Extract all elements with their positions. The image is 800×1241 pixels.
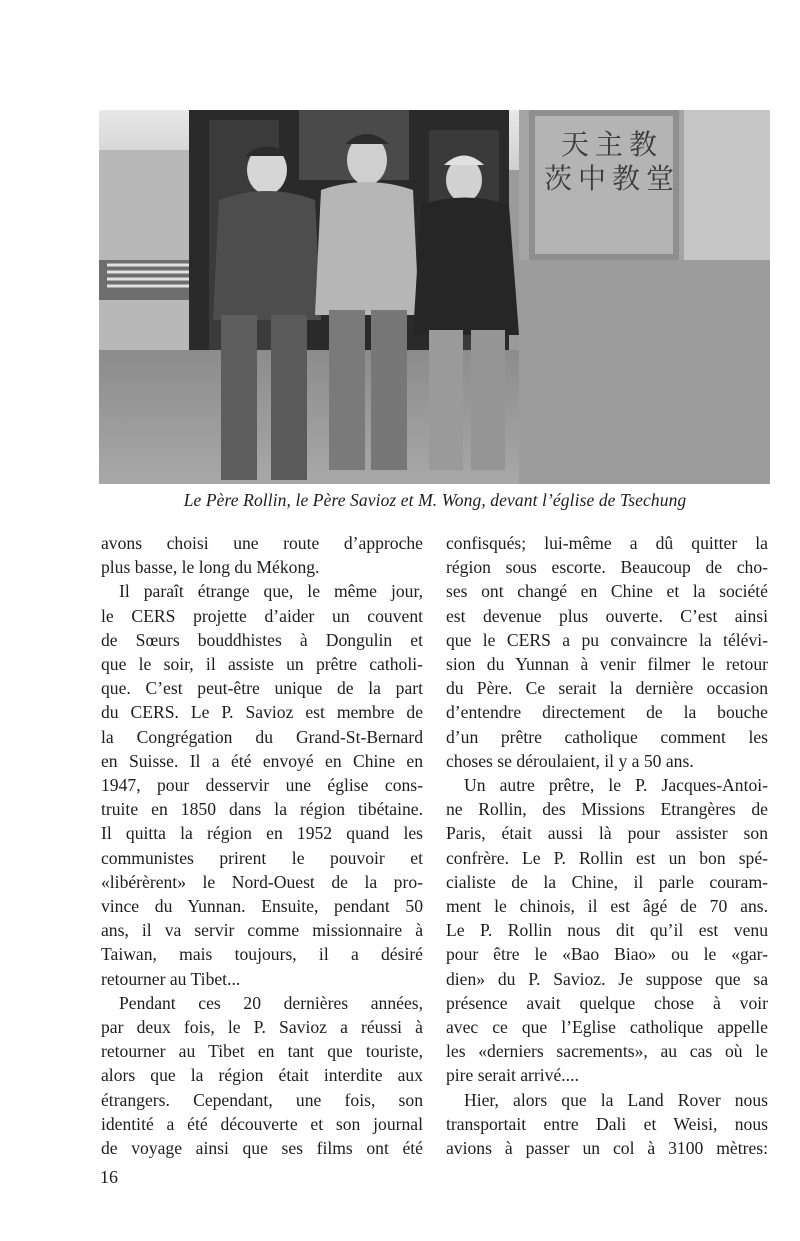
text-line: que. C’est peut-être unique de la part: [101, 678, 423, 699]
stone-inscription-line: 茨中教堂: [543, 162, 680, 195]
text-line: retourner au Tibet...: [101, 968, 241, 989]
paragraph: [101, 991, 423, 1160]
text-line: confisqués; lui-même a dû quitter la: [446, 533, 768, 553]
paragraph: [446, 1088, 768, 1161]
text-line: Pendant ces 20 dernières années,: [119, 992, 423, 1013]
text-line: Un autre prêtre, le P. Jacques-Antoi-: [464, 775, 768, 796]
text-line: confrère. Le P. Rollin est un bon spé-: [446, 847, 768, 868]
text-line: plus basse, le long du Mékong.: [101, 557, 320, 578]
text-line: que le soir, il assiste un prêtre catholi-: [101, 654, 423, 675]
text-line: que le CERS a pu convaincre la télévi-: [446, 629, 768, 650]
text-line: étrangers. Cependant, une fois, son: [101, 1089, 423, 1110]
text-line: Paris, était aussi là pour assister son: [446, 823, 768, 844]
text-line: présence avait quelque chose à voir: [446, 992, 768, 1013]
text-line: par deux fois, le P. Savioz a réussi à: [101, 1017, 423, 1038]
page-number: 16: [100, 1167, 118, 1187]
text-line: les «derniers sacrements», au cas où le: [446, 1041, 768, 1062]
text-line: région sous escorte. Beaucoup de cho-: [446, 557, 768, 578]
text-line: Il quitta la région en 1952 quand les: [101, 823, 423, 844]
text-line: Hier, alors que la Land Rover nous: [464, 1089, 768, 1110]
text-line: d’un prêtre catholique comment les: [446, 726, 768, 747]
text-line: choses se déroulaient, il y a 50 ans.: [446, 750, 694, 771]
text-line: avons choisi une route d’approche: [101, 533, 423, 553]
text-line: du CERS. Le P. Savioz est membre de: [101, 702, 423, 723]
text-line: truite en 1850 dans la région tibétaine.: [101, 799, 423, 820]
text-line: en Suisse. Il a été envoyé en Chine en: [101, 750, 423, 771]
stone-inscription: [537, 128, 687, 196]
text-line: pour être le «Bao Biao» ou le «gar-: [446, 944, 768, 965]
text-line: la Congrégation du Grand-St-Bernard: [101, 726, 423, 747]
text-line: de Sœurs bouddhistes à Dongulin et: [101, 629, 423, 650]
text-line: vince du Yunnan. Ensuite, pendant 50: [101, 896, 423, 917]
left-column: [101, 531, 423, 1160]
text-line: ans, il va servir comme missionnaire à: [101, 920, 423, 941]
text-line: identité a été découverte et son journal: [101, 1113, 423, 1134]
right-column: [446, 531, 768, 1160]
text-line: alors que la région était interdite aux: [101, 1065, 423, 1086]
text-line: transportait entre Dali et Weisi, nous: [446, 1113, 768, 1134]
text-line: ne Rollin, des Missions Etrangères de: [446, 799, 768, 820]
text-line: avions à passer un col à 3100 mètres:: [446, 1138, 768, 1159]
text-line: du Père. Ce serait la dernière occasion: [446, 678, 768, 699]
text-line: est devenue plus ouverte. C’est ainsi: [446, 605, 768, 626]
text-line: Le P. Rollin nous dit qu’il est venu: [446, 920, 768, 941]
text-line: Il paraît étrange que, le même jour,: [119, 581, 423, 602]
text-line: «libérèrent» le Nord-Ouest de la pro-: [101, 871, 423, 892]
paragraph: [446, 531, 768, 773]
text-line: cialiste de la Chine, il parle couram-: [446, 871, 768, 892]
text-line: communistes prirent le pouvoir et: [101, 847, 423, 868]
text-line: avec ce que l’Eglise catholique appelle: [446, 1017, 768, 1038]
photo-caption: Le Père Rollin, le Père Savioz et M. Wong, devant l’église de Tsechung: [183, 490, 687, 510]
text-line: pire serait arrivé....: [446, 1065, 579, 1086]
text-line: sion du Yunnan à venir filmer le retour: [446, 654, 768, 675]
text-line: 1947, pour desservir une église cons-: [101, 775, 423, 796]
text-line: ment le chinois, il est âgé de 70 ans.: [446, 896, 768, 917]
text-line: dien» du P. Savioz. Je suppose que sa: [446, 968, 768, 989]
paragraph: [101, 579, 423, 990]
text-line: d’entendre directement de la bouche: [446, 702, 768, 723]
text-line: le CERS projette d’aider un couvent: [101, 605, 423, 626]
text-line: Taiwan, mais toujours, il a désiré: [101, 944, 423, 965]
paragraph: [446, 773, 768, 1088]
paragraph: [101, 531, 423, 579]
text-line: ses ont changé en Chine et la société: [446, 581, 768, 602]
text-line: de voyage ainsi que ses films ont été: [101, 1138, 423, 1159]
text-line: retourner au Tibet en tant que touriste,: [101, 1041, 423, 1062]
stone-inscription-line: 天主教: [560, 128, 663, 161]
